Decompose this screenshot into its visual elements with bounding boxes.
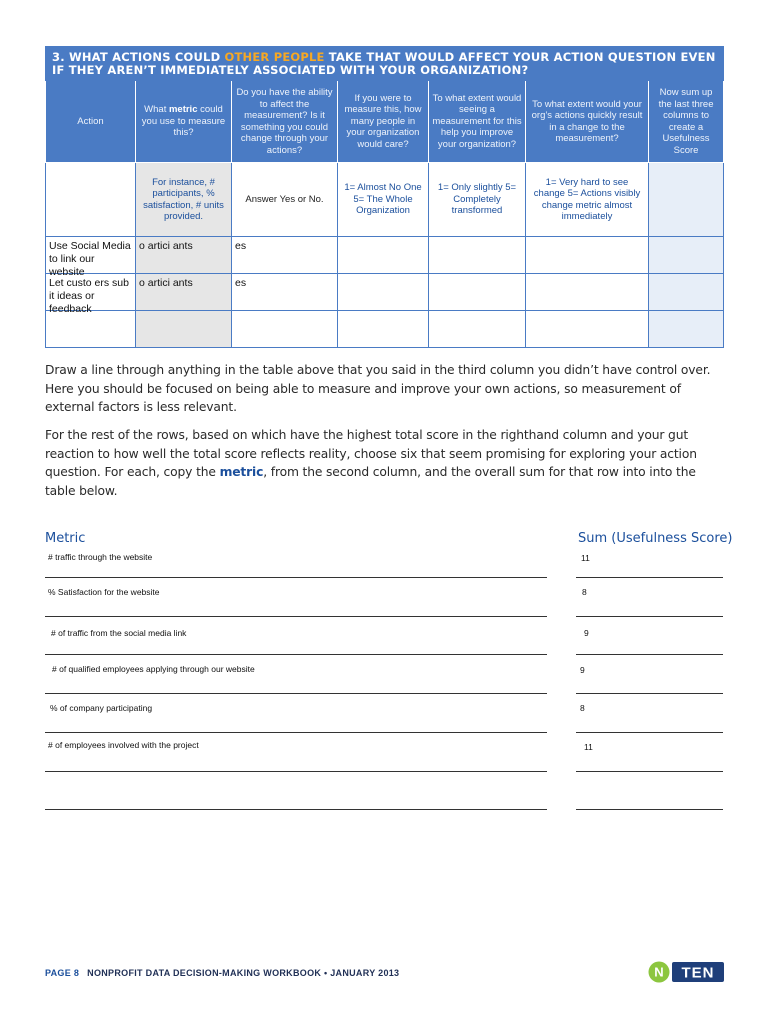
- row-action[interactable]: Use Social Media to link our website: [46, 237, 136, 274]
- header-metric: What metric could you use to measure this?: [136, 81, 232, 163]
- example-people: 1= Almost No One 5= The Whole Organization: [338, 163, 429, 237]
- metric-entry[interactable]: # of traffic from the social media link: [51, 628, 187, 638]
- metric-entry[interactable]: # of employees involved with the project: [48, 740, 199, 750]
- example-quick: 1= Very hard to see change 5= Actions visibly change metric almost immediately: [526, 163, 649, 237]
- header-sum: Now sum up the last three columns to create a Usefulness Score: [649, 81, 724, 163]
- instruction-paragraph-2: For the rest of the rows, based on which have the highest total score in the righthand column and your gut reaction to how well the total score reflects reality, choose six that seem promising for exploring your action question. For each, copy the metric, from the second column, and the overall sum for that row into into the table below.: [45, 428, 697, 498]
- nten-logo-icon: [648, 961, 724, 983]
- table-row: [46, 237, 724, 274]
- row-metric[interactable]: o artici ants: [136, 274, 232, 311]
- example-sum: [649, 163, 724, 237]
- sum-line: [576, 577, 723, 578]
- row-extent[interactable]: [429, 274, 526, 311]
- row-people[interactable]: [338, 274, 429, 311]
- row-sum[interactable]: [649, 311, 724, 348]
- metric-entry[interactable]: # of qualified employees applying through our website: [52, 664, 255, 674]
- table-row: [46, 311, 724, 348]
- example-ability: Answer Yes or No.: [232, 163, 338, 237]
- row-people[interactable]: [338, 237, 429, 274]
- sum-entry[interactable]: 9: [580, 665, 585, 675]
- sum-line: [576, 732, 723, 733]
- row-sum[interactable]: [649, 274, 724, 311]
- row-quick[interactable]: [526, 311, 649, 348]
- actions-table: [45, 46, 724, 348]
- sum-entry[interactable]: 8: [580, 703, 585, 713]
- instruction-paragraph-1: Draw a line through anything in the table above that you said in the third column you didn’t have control over. Here you should be focused on being able to measure and improve your own actions, so measurement of external factors is less relevant.: [45, 363, 711, 414]
- logo-text: TEN: [681, 964, 715, 982]
- metric-emphasis: metric: [219, 465, 264, 479]
- row-extent[interactable]: [429, 237, 526, 274]
- sum-line-empty: [576, 809, 723, 810]
- metric-entry[interactable]: % Satisfaction for the website: [48, 587, 160, 597]
- page-number: PAGE 8: [45, 968, 80, 978]
- sum-column-header: Sum (Usefulness Score): [578, 531, 733, 546]
- page-footer: [45, 968, 399, 978]
- table-row: [46, 274, 724, 311]
- metric-line: [45, 616, 547, 617]
- header-ability: Do you have the ability to affect the measurement? Is it something you could change through your actions?: [232, 81, 338, 163]
- row-people[interactable]: [338, 311, 429, 348]
- metric-line: [45, 577, 547, 578]
- sum-entry[interactable]: 9: [584, 628, 589, 638]
- row-ability[interactable]: es: [232, 237, 338, 274]
- title-highlight: OTHER PEOPLE: [224, 50, 325, 64]
- sum-entry[interactable]: 11: [584, 742, 593, 752]
- header-action: Action: [46, 81, 136, 163]
- row-quick[interactable]: [526, 237, 649, 274]
- row-sum[interactable]: [649, 237, 724, 274]
- sum-line: [576, 693, 723, 694]
- metric-line: [45, 693, 547, 694]
- sum-line: [576, 616, 723, 617]
- logo-letter: N: [654, 964, 664, 980]
- table-title: 3. WHAT ACTIONS COULD OTHER PEOPLE TAKE THAT WOULD AFFECT YOUR ACTION QUESTION EVEN IF THEY AREN’T IMMEDIATELY ASSOCIATED WITH YOUR ORGANIZATION?: [46, 47, 724, 81]
- metric-entry[interactable]: % of company participating: [50, 703, 153, 713]
- row-action[interactable]: Let custo ers sub it ideas or feedback: [46, 274, 136, 311]
- metric-line: [45, 771, 547, 772]
- sum-line: [576, 654, 723, 655]
- example-metric: For instance, # participants, % satisfaction, # units provided.: [136, 163, 232, 237]
- example-action: [46, 163, 136, 237]
- header-extent: To what extent would seeing a measurement for this help you improve your organization?: [429, 81, 526, 163]
- row-extent[interactable]: [429, 311, 526, 348]
- row-metric[interactable]: [136, 311, 232, 348]
- sum-entry[interactable]: 11: [581, 553, 590, 563]
- row-action[interactable]: [46, 311, 136, 348]
- row-ability[interactable]: [232, 311, 338, 348]
- example-extent: 1= Only slightly 5= Completely transformed: [429, 163, 526, 237]
- metric-line-empty: [45, 809, 547, 810]
- metric-line: [45, 732, 547, 733]
- metric-entry[interactable]: # traffic through the website: [48, 552, 153, 562]
- row-quick[interactable]: [526, 274, 649, 311]
- header-people: If you were to measure this, how many people in your organization would care?: [338, 81, 429, 163]
- row-ability[interactable]: es: [232, 274, 338, 311]
- sum-entry[interactable]: 8: [582, 587, 587, 597]
- footer-title: NONPROFIT DATA DECISION-MAKING WORKBOOK • JANUARY 2013: [87, 968, 400, 978]
- row-metric[interactable]: o artici ants: [136, 237, 232, 274]
- metric-line: [45, 654, 547, 655]
- header-quick: To what extent would your org’s actions quickly result in a change to the measurement?: [526, 81, 649, 163]
- metric-column-header: Metric: [45, 531, 86, 546]
- sum-line: [576, 771, 723, 772]
